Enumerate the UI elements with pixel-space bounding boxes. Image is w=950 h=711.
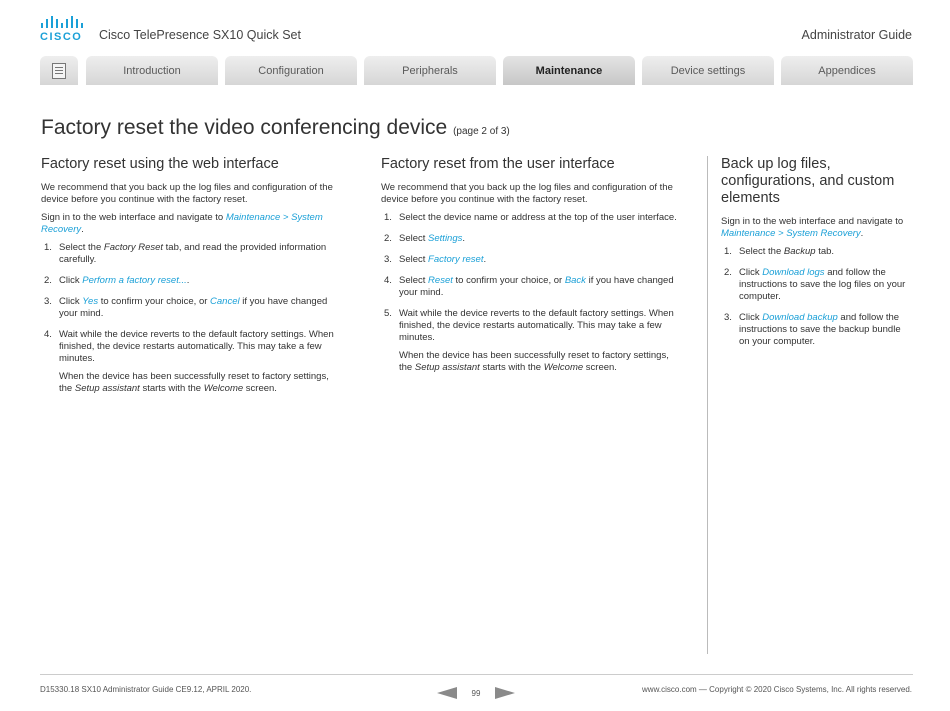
tab-appendices[interactable]: Appendices	[781, 56, 913, 85]
page-number: 99	[471, 689, 481, 698]
web-interface-heading: Factory reset using the web interface	[41, 156, 279, 172]
tab-peripherals[interactable]: Peripherals	[364, 56, 496, 85]
web-interface-section	[41, 156, 341, 404]
page-title	[41, 116, 510, 140]
cisco-logo	[40, 16, 86, 42]
ui-steps-list	[381, 212, 681, 374]
footer-divider	[40, 674, 913, 675]
settings-link[interactable]: Settings	[428, 233, 463, 244]
maintenance-system-recovery-link[interactable]: Maintenance > System Recovery	[721, 228, 861, 239]
reset-link[interactable]: Reset	[428, 275, 453, 286]
list-item: 1. Select the Factory Reset tab, and read the provided information carefully.	[44, 242, 327, 265]
tab-introduction[interactable]: Introduction	[86, 56, 218, 85]
back-link[interactable]: Back	[564, 275, 586, 286]
backup-steps-list	[721, 246, 911, 348]
list-item: 3. Select Factory reset.	[384, 254, 487, 265]
backup-heading: Back up log files, configurations, and custom elements	[721, 156, 895, 206]
perform-factory-reset-link[interactable]: Perform a factory reset...	[82, 275, 187, 286]
backup-signin-text: Sign in to the web interface and navigate to Maintenance > System Recovery.	[721, 216, 904, 239]
maintenance-system-recovery-link[interactable]: Maintenance > System Recovery	[41, 212, 323, 235]
web-result-text: When the device has been successfully reset to factory settings, the Setup assistant starts with the Welcome screen.	[59, 371, 329, 394]
web-signin-text: Sign in to the web interface and navigate to Maintenance > System Recovery.	[41, 212, 323, 235]
ui-result-text: When the device has been successfully reset to factory settings, the Setup assistant starts with the Welcome screen.	[399, 350, 669, 373]
backup-section	[721, 156, 911, 357]
column-divider	[707, 156, 708, 654]
tab-maintenance[interactable]: Maintenance	[503, 56, 635, 85]
web-steps-list	[41, 242, 341, 395]
user-interface-heading: Factory reset from the user interface	[381, 156, 615, 172]
page-subtitle: (page 2 of 3)	[453, 126, 510, 137]
list-item: 3. Click Download backup and follow the instructions to save the backup bundle on your computer.	[724, 312, 901, 347]
web-intro-text: We recommend that you back up the log files and configuration of the device before you continue with the factory reset.	[41, 182, 333, 205]
cancel-link[interactable]: Cancel	[210, 296, 240, 307]
pager	[437, 686, 515, 700]
document-icon	[52, 63, 66, 79]
ui-intro-text: We recommend that you back up the log files and configuration of the device before you continue with the factory reset.	[381, 182, 673, 205]
footer-doc-id: D15330.18 SX10 Administrator Guide CE9.12, APRIL 2020.	[40, 685, 252, 694]
tab-device-settings[interactable]: Device settings	[642, 56, 774, 85]
factory-reset-link[interactable]: Factory reset	[428, 254, 484, 265]
list-item: 2. Click Download logs and follow the instructions to save the log files on your computer.	[724, 267, 906, 302]
list-item: 3. Click Yes to confirm your choice, or Cancel if you have changed your mind.	[44, 296, 328, 319]
next-page-icon[interactable]	[495, 687, 515, 699]
tab-configuration[interactable]: Configuration	[225, 56, 357, 85]
list-item: 1. Select the Backup tab.	[724, 246, 835, 257]
cisco-logo-text: CISCO	[40, 31, 83, 43]
footer-copyright: www.cisco.com — Copyright © 2020 Cisco Systems, Inc. All rights reserved.	[642, 685, 912, 694]
download-logs-link[interactable]: Download logs	[762, 267, 825, 278]
cisco-logo-bars	[41, 16, 86, 28]
list-item: 2. Select Settings.	[384, 233, 466, 244]
contents-tab[interactable]	[40, 56, 78, 85]
yes-link[interactable]: Yes	[82, 296, 99, 307]
tab-bar	[40, 56, 913, 85]
download-backup-link[interactable]: Download backup	[762, 312, 838, 323]
list-item: 4. Wait while the device reverts to the default factory settings. When finished, the device restarts automatically. This may take a few minutes. When the device has been successfully reset to factory settings, the Setup assistant starts with the Welcome screen.	[41, 329, 341, 395]
list-item: 1. Select the device name or address at the top of the user interface.	[384, 212, 677, 223]
user-interface-section	[381, 156, 681, 383]
doc-title: Cisco TelePresence SX10 Quick Set	[99, 28, 301, 42]
previous-page-icon[interactable]	[437, 687, 457, 699]
page-title-text: Factory reset the video conferencing device	[41, 116, 448, 139]
list-item: 2. Click Perform a factory reset....	[44, 275, 190, 286]
guide-title: Administrator Guide	[801, 28, 912, 42]
list-item: 5. Wait while the device reverts to the default factory settings. When finished, the device restarts automatically. This may take a few minutes. When the device has been successfully reset to factory settings, the Setup assistant starts with the Welcome screen.	[381, 308, 681, 374]
list-item: 4. Select Reset to confirm your choice, or Back if you have changed your mind.	[384, 275, 674, 298]
